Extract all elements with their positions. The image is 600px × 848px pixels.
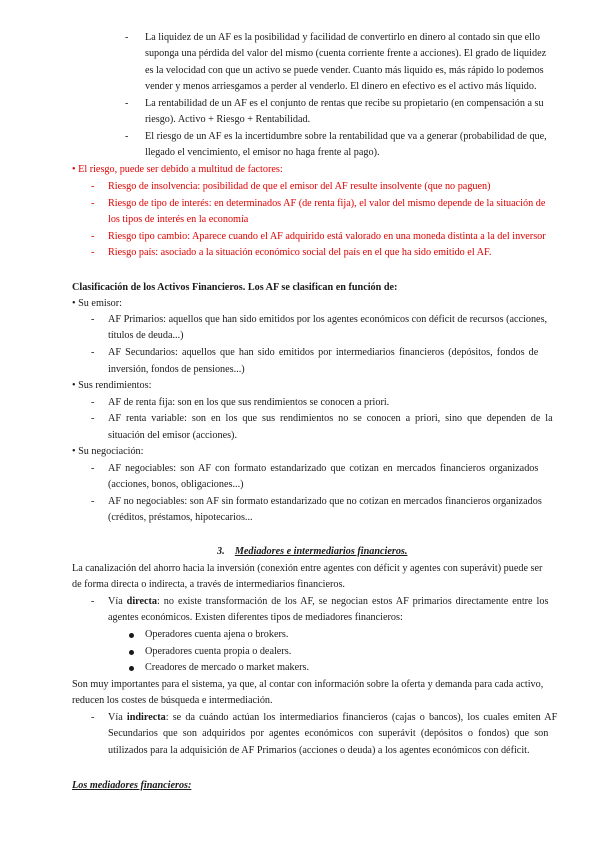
emisor-item: AF Primarios: aquellos que han sido emitidos por los agentes económicos con déficit de recursos (acciones,	[108, 314, 548, 325]
rendimientos-item: AF de renta fija: son en los que sus rendimientos se conocen a priori.	[108, 397, 390, 408]
negociacion-item: (acciones, bonos, obligaciones...)	[108, 479, 244, 490]
dash-marker: -	[91, 712, 95, 723]
importantes-line: reducen los costes de búsqueda e intermediación.	[72, 695, 273, 706]
riesgo-item: Riesgo tipo cambio: Aparece cuando el AF adquirido está valorado en una moneda distinta a la del inversor	[108, 231, 546, 242]
dash-marker: -	[125, 131, 129, 142]
riesgo-item: Riesgo de insolvencia: posibilidad de que el emisor del AF resulte insolvente (que no paguen)	[108, 181, 491, 192]
mediador-item: Operadores cuenta ajena o brokers.	[145, 629, 289, 640]
emisor-label: • Su emisor:	[72, 298, 122, 309]
bullet-icon	[129, 650, 134, 655]
via-prefix: Vía	[108, 712, 127, 723]
text-line: es la velocidad con que un activo se puede vender. Cuanto más liquido es, más rápido lo podemos	[145, 65, 544, 76]
rendimientos-item: AF renta variable: son en los que sus rendimientos no se conocen a priori, sino que dependen de la	[108, 413, 553, 424]
via-indirecta-line2: Secundarios que son adquiridos por agentes económicos con superávit (depósitos o fondos) que son	[108, 728, 549, 739]
importantes-line: Son muy importantes para el sistema, ya que, al contar con información sobre la oferta y demanda para cada activo,	[72, 679, 544, 690]
via-directa-line2: agentes económicos. Existen diferentes tipos de mediadores financieros:	[108, 612, 403, 623]
via-directa-bold: directa	[126, 596, 158, 607]
mediadores-heading: Los mediadores financieros:	[72, 780, 192, 791]
dash-marker: -	[91, 496, 95, 507]
dash-marker: -	[91, 314, 95, 325]
emisor-item: inversión, fondos de pensiones...)	[108, 364, 245, 375]
dash-marker: -	[91, 413, 95, 424]
text-line: llegado el vencimiento, el emisor no haga frente al pago).	[145, 147, 380, 158]
section-intro-line: de forma directa o indirecta, a través de intermediarios financieros.	[72, 579, 345, 590]
rendimientos-label: • Sus rendimientos:	[72, 380, 152, 391]
riesgo-intro: • El riesgo, puede ser debido a multitud de factores:	[72, 164, 283, 175]
dash-marker: -	[125, 32, 129, 43]
clasificacion-title: Clasificación de los Activos Financieros. Los AF se clasifican en función de:	[72, 282, 398, 293]
via-directa-line	[108, 595, 548, 608]
via-indirecta-line	[108, 711, 557, 724]
emisor-item: AF Secundarios: aquellos que han sido emitidos por intermediarios financieros (depósitos, fondos de	[108, 347, 539, 358]
negociacion-item: AF negociables: son AF con formato estandarizado que cotizan en mercados financieros organizados	[108, 463, 539, 474]
text-line: El riesgo de un AF es la incertidumbre sobre la rentabilidad que va a generar (probabilidad de que,	[145, 131, 547, 142]
text-line: La liquidez de un AF es la posibilidad y facilidad de convertirlo en dinero al contado sin que ello	[145, 32, 540, 43]
text-line: La rentabilidad de un AF es el conjunto de rentas que recibe su propietario (en compensación a su	[145, 98, 544, 109]
negociacion-label: • Su negociación:	[72, 446, 144, 457]
bullet-icon	[129, 666, 134, 671]
via-directa-rest: : no existe transformación de los AF, se negocian estos AF primarios directamente entre los	[157, 596, 549, 607]
dash-marker: -	[91, 347, 95, 358]
dash-marker: -	[91, 596, 95, 607]
dash-marker: -	[91, 231, 95, 242]
section-heading	[217, 545, 407, 558]
emisor-item: títulos de deuda...)	[108, 330, 184, 341]
riesgo-item: Riesgo de tipo de interés: en determinados AF (de renta fija), el valor del mismo depende de la situación de	[108, 198, 546, 209]
dash-marker: -	[91, 463, 95, 474]
rendimientos-item: situación del emisor (acciones).	[108, 430, 237, 441]
riesgo-item: los tipos de interés en la economía	[108, 214, 249, 225]
dash-marker: -	[91, 198, 95, 209]
via-prefix: Vía	[108, 596, 127, 607]
text-line: riesgo). Activo + Riesgo + Rentabilidad.	[145, 114, 311, 125]
bullet-icon	[129, 633, 134, 638]
via-indirecta-rest: : se da cuándo actúan los intermediarios financieros (cajas o bancos), los cuales emiten AF	[165, 712, 558, 723]
dash-marker: -	[91, 247, 95, 258]
text-line: suponga una pérdida del valor del mismo (cuenta corriente frente a acciones). El grado de liquidez	[145, 48, 547, 59]
riesgo-item: Riesgo país: asociado a la situación económico social del país en el que ha sido emitido el AF.	[108, 247, 492, 258]
negociacion-item: (créditos, préstamos, hipotecarios...	[108, 512, 253, 523]
dash-marker: -	[125, 98, 129, 109]
mediador-item: Operadores cuenta propia o dealers.	[145, 646, 292, 657]
text-line: vender y menos arriesgamos a perder al venderlo. El dinero en efectivo es el activo más líquido.	[145, 81, 537, 92]
via-indirecta-line3: utilizados para la adquisición de AF Primarios (acciones o deuda) a los agentes económicos con déficit.	[108, 745, 530, 756]
dash-marker: -	[91, 181, 95, 192]
section-number: 3.	[217, 546, 225, 557]
section-intro-line: La canalización del ahorro hacia la inversión (conexión entre agentes con déficit y agentes con superávit) puede ser	[72, 563, 543, 574]
mediador-item: Creadores de mercado o market makers.	[145, 662, 310, 673]
via-indirecta-bold: indirecta	[126, 712, 166, 723]
negociacion-item: AF no negociables: son AF sin formato estandarizado que no cotizan en mercados financieros organizados	[108, 496, 542, 507]
dash-marker: -	[91, 397, 95, 408]
section-title: Mediadores e intermediarios financieros.	[234, 546, 408, 557]
